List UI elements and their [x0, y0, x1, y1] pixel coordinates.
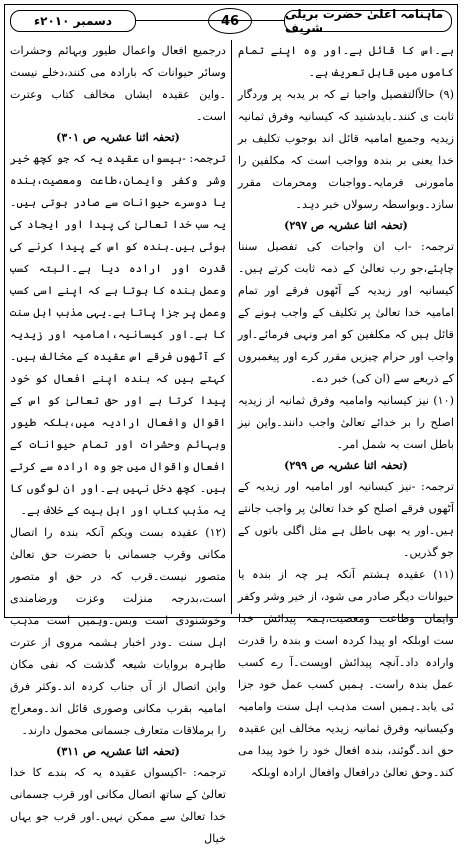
citation: (تحفہ اثنا عشریہ ص ۳۱۱): [56, 745, 180, 758]
issue-date: دسمبر ۲۰۱۰ء: [34, 14, 112, 28]
paragraph: ترجمہ: -بیسواں عقیدہ یہ کہ جو کچھ خیر وشر وکفر وایمان،طاعت ومعصیت،بندہ یا دوسرے حیوانات سے صادر ہوتی ہیں۔یہ سب خدا تعالیٰ کی پیدا اور ایجاد کی ہوئی ہیں۔بندہ کو اس کے پیدا کرنے کی قدرت اور ارادہ دیا ہے۔البتہ کسب وعمل بندہ کا ہوتا ہے کہ اپنے اسی کسب وعمل پر جزا پاتا ہے۔یہی مذہب اہل سنت کا ہے۔اور کیسانیہ،امامیہ اور زیدیہ کے آٹھوں فرقے اس عقیدہ کے مخالف ہیں۔کہتے ہیں کہ بندہ اپنے افعال کو خود پیدا کرتا ہے اور حق تعالیٰ کو اس کے اقوال وافعال ارادیہ میں،بلکہ طیور وبہائم وحشرات اور تمام حیوانات کے افعال واقوال میں جو وہ ارادہ سے کرتے ہیں۔ کچھ دخل نہیں ہے۔اور ان لوگوں کا یہ مذہب کتاب اور اہل بیت کے خلاف ہے۔: [10, 152, 226, 517]
paragraph: درجمیع افعال واعمال طیور وبہائم وحشرات وسائر حیوانات کہ بارادہ می کنند،دخلے نیست ۔واین عقیدہ ایشاں مخالف کتاب وعترت است۔: [10, 44, 226, 123]
citation: (تحفہ اثنا عشریہ ص ۳۰۱): [56, 131, 180, 144]
issue-date-box: [10, 10, 136, 32]
paragraph: ترجمہ: -نیز کیسانیہ اور امامیہ اور زیدیہ کے آٹھوں فرقے اصلح کو خدا تعالیٰ پر واجب جانتے ہیں۔اور یہ بھی باطل ہے مثل اگلی باتوں کے جو گذریں۔: [238, 480, 454, 559]
page-number-oval: [208, 8, 252, 34]
paragraph: ترجمہ: -اب ان واجبات کی تفصیل سننا چاہئے،جو رب تعالیٰ کے ذمہ ثابت کرتے ہیں۔کیسانیہ اور زیدیہ کے آٹھوں فرقے اور تمام امامیہ خدا تعالیٰ پر تکلیف کے واجب ہونے کے قائل ہیں کہ مکلفین کو امر ونہی فرمائے۔اور واجب اور حرام چیزیں مقرر کرے اور پیغمبروں کے ذریعے سے (ان کی) خبر دے۔: [238, 240, 454, 385]
paragraph: ہے۔اس کا قائل ہے۔اور وہ اپنے تمام کاموں میں قابل تعریف ہے۔: [238, 44, 454, 79]
magazine-title-box: [284, 7, 452, 35]
paragraph: (۱۱) عقیدہ ہشتم آنکہ ہر چہ از بندہ یا حیوانات دیگر صادر می شود، از خیر وشر وکفر وایمان وطاعت ومعصیت،ہمہ پیدائش خدا ست اوبلکہ او پیدا کردہ است و بندہ را قدرت وارادہ داد۔آنچہ پیدائش اوپست۔آ رے کسب عمل بندہ راست۔ ہمیں کسب عمل خود جزا ئی یابد۔ہمیں است مذہب اہل سنت وامامیہ وکیسانیہ وفرق ثمانیہ زیدیہ مخالف این عقیدہ حق اند۔گوئند، بندہ افعال خود را خود پیدا می کند۔وحق تعالیٰ درافعال وافعال ارادہ اوبلکہ: [238, 568, 454, 779]
paragraph: (۹) حالاًالتفصیل واجبا تے کہ بر یدبہ پر وردگار ثابت ی کنند۔بایدشنید کہ کیسانیہ وفرق ثمانیہ زیدیہ وجمیع امامیہ قائل اند بوجوب تکلیف بر خدا یعنی بر بندہ وواجب است کہ مکلفین را مامورنی فرمایہ۔وواجبات ومحرمات مقرر سازد۔وبواسطہ رسولاں خبر دہد۔: [238, 88, 454, 211]
citation: (تحفہ اثنا عشریہ ص ۲۹۷): [284, 219, 408, 232]
right-text-column: [238, 40, 454, 779]
column-divider: [231, 40, 232, 614]
left-text-column: [10, 40, 226, 845]
paragraph: (۱۰) نیز کیسانیہ وامامیہ وفرق ثمانیہ از زیدیہ اصلح را بر خدائے تعالیٰ واجب دانند۔واین نیز باطل است بہ شمل امر۔: [238, 394, 454, 451]
paragraph: ترجمہ: -اکیسواں عقیدہ یہ کہ بندے کا خدا تعالیٰ کے ساتھ اتصال مکانی اور قرب جسمانی خدا تعالیٰ سے ممکن نہیں۔اور قرب جو یہاں خیال: [10, 766, 226, 845]
page-header: [10, 8, 452, 36]
page-number: 46: [220, 13, 240, 29]
paragraph: (۱۲) عقیدہ بست ویکم آنکہ بندہ را اتصال مکانی وقرب جسمانی با حضرت حق تعالیٰ متصور نیست۔قرب کہ در حق او متصور است،بدرجہ منزلت وعزت ورضامندی وخوشنودی است وبس۔وہمیں است مذہب اہل سنت ۔ودر اخبار ہشمہ مروی از عترت طاہرہ بروایات شیعہ گذشت کہ نفی مکان واین اتصال از آں جناب کردہ اند۔وکثر فرق امامیہ بقرب مکانی وصوری قائل اند۔ومعراج را برملاقات متعارف جسمانی محمول دارند۔: [10, 526, 226, 737]
citation: (تحفہ اثنا عشریہ ص ۲۹۹): [284, 459, 408, 472]
magazine-title: ماہنامہ اعلیٰ حضرت بریلی شریف: [285, 7, 444, 35]
